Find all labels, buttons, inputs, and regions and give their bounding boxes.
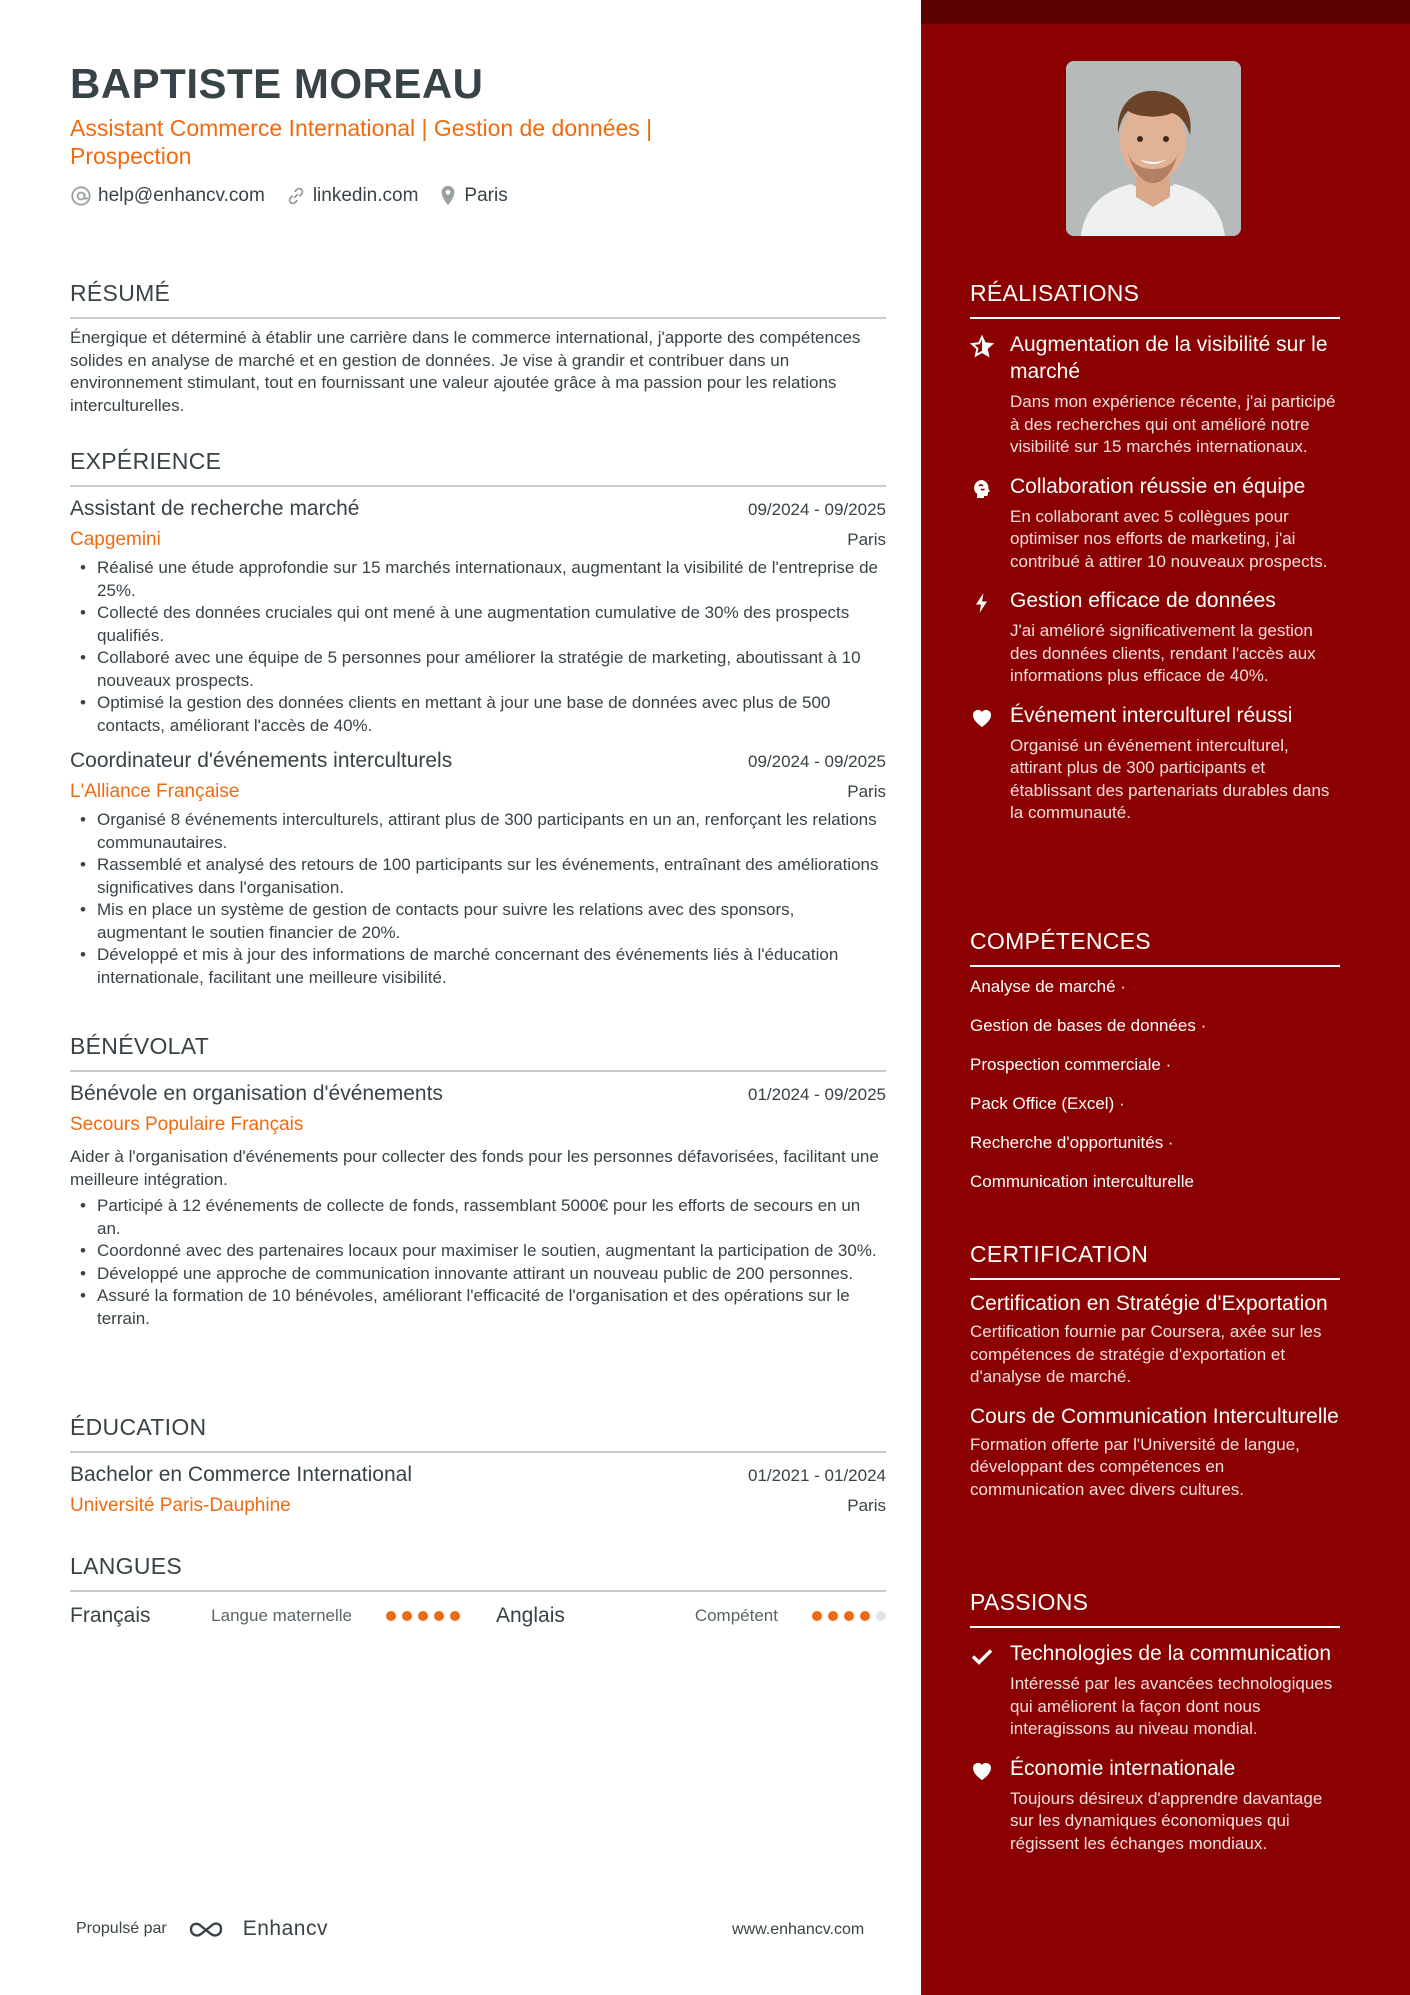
certification-text: Certification fournie par Coursera, axée sur les compétences de stratégie d'exportation et d'analyse de marché. (970, 1322, 1322, 1386)
volunteer-role: Bénévole en organisation d'événements (70, 1082, 443, 1105)
language-name: Anglais (496, 1604, 565, 1627)
achievement-text: J'ai amélioré significativement la gestion des données clients, rendant l'accès aux informations plus efficace de 40%. (1010, 621, 1316, 685)
passion-text: Intéressé par les avancées technologiques qui améliorent la façon dont nous interagissons au niveau mondial. (1010, 1674, 1333, 1738)
bullet-item: • Optimisé la gestion des données clients en mettant à jour une base de données avec plus de 500 contacts, améliorant l'accès de 40%. (70, 692, 886, 737)
passion-title: Technologies de la communication (1010, 1642, 1332, 1665)
education-section (70, 1414, 886, 1517)
bullet-item: • Mis en place un système de gestion de contacts pour suivre les relations avec des sponsors, augmentant le soutien financier de 20%. (70, 899, 886, 944)
bullet-item: • Assuré la formation de 10 bénévoles, améliorant l'efficacité de l'organisation et des opérations sur le terrain. (70, 1285, 886, 1330)
bullet-item: • Développé et mis à jour des informations de marché concernant des événements liés à l'éducation internationale, facilitant une meilleure visibilité. (70, 944, 886, 989)
passion-item (970, 1755, 1340, 1856)
contact-list (70, 185, 528, 207)
job-bullets (70, 809, 886, 989)
skill-item: Communication interculturelle (970, 1172, 1194, 1191)
bullet-item: • Collaboré avec une équipe de 5 personnes pour améliorer la stratégie de marketing, aboutissant à 10 nouveaux prospects. (70, 647, 886, 692)
brand-name: Enhancv (242, 1917, 328, 1940)
achievement-title: Collaboration réussie en équipe (1010, 474, 1306, 498)
rating-dot-filled (844, 1611, 854, 1621)
achievement-item (970, 331, 1340, 459)
languages-title: LANGUES (70, 1553, 886, 1592)
language-item (70, 1604, 460, 1628)
summary-section (70, 280, 886, 417)
bullet-item: • Collecté des données cruciales qui ont mené à une augmentation cumulative de 30% des prospects qualifiés. (70, 602, 886, 647)
achievement-text: Dans mon expérience récente, j'ai participé à des recherches qui ont amélioré notre visibilité sur 15 marchés internationaux. (1010, 392, 1336, 456)
achievement-text: En collaborant avec 5 collègues pour optimiser nos efforts de marketing, j'ai contribué à attirer 10 nouveaux prospects. (1010, 506, 1328, 571)
summary-title: RÉSUMÉ (70, 280, 886, 319)
certification-section (970, 1241, 1340, 1501)
powered-by-label: Propulsé par (76, 1920, 167, 1937)
language-level: Langue maternelle (211, 1606, 352, 1625)
volunteer-org: Secours Populaire Français (70, 1114, 304, 1135)
achievement-title: Augmentation de la visibilité sur le marché (1010, 333, 1328, 383)
contact-email-text: help@enhancv.com (98, 185, 265, 206)
passion-title: Économie internationale (1010, 1756, 1236, 1780)
contact-email[interactable] (70, 185, 265, 207)
volunteer-title: BÉNÉVOLAT (70, 1033, 886, 1072)
certification-item (970, 1290, 1340, 1389)
summary-text: Énergique et déterminé à établir une carrière dans le commerce international, j'apporte des compétences solides en analyse de marché et en gestion de données. Je vise à grandir et contribuer dans un environnement stimulant, tout en fournissant une valeur ajoutée grâce à ma passion pour les relations interculturelles. (70, 328, 861, 415)
location-pin-icon (438, 185, 458, 207)
contact-linkedin[interactable] (285, 185, 419, 207)
languages-row (70, 1604, 886, 1628)
candidate-name: BAPTISTE MOREAU (70, 60, 484, 107)
skill-item: Recherche d'opportunités · (970, 1133, 1174, 1152)
education-date: 01/2021 - 01/2024 (747, 1466, 886, 1485)
volunteer-section (70, 1033, 886, 1330)
contact-location (438, 185, 507, 207)
language-name: Français (70, 1604, 151, 1627)
achievement-item (970, 587, 1340, 688)
profile-photo (1066, 61, 1241, 236)
job-bullets (70, 557, 886, 737)
achievement-title: Événement interculturel réussi (1010, 703, 1293, 727)
achievements-title: RÉALISATIONS (970, 280, 1340, 319)
experience-entry (70, 497, 886, 737)
degree-title: Bachelor en Commerce International (70, 1463, 413, 1486)
footer-url[interactable]: www.enhancv.com (732, 1921, 865, 1938)
school-name: Université Paris-Dauphine (70, 1495, 291, 1516)
footer-branding (76, 1917, 328, 1941)
rating-dot-filled (418, 1611, 428, 1621)
rating-dot-filled (828, 1611, 838, 1621)
language-level: Compétent (694, 1606, 778, 1625)
contact-location-text: Paris (464, 185, 508, 206)
passions-title: PASSIONS (970, 1589, 1340, 1628)
volunteer-date: 01/2024 - 09/2025 (747, 1085, 886, 1104)
brain-icon (970, 477, 994, 501)
certification-name: Certification en Stratégie d'Exportation (970, 1292, 1328, 1315)
link-icon (285, 185, 307, 207)
bullet-item: • Rassemblé et analysé des retours de 100 participants sur les événements, entraînant des améliorations significatives dans l'organisation. (70, 854, 886, 899)
rating-dot-filled (434, 1611, 444, 1621)
bullet-item: • Réalisé une étude approfondie sur 15 marchés internationaux, augmentant la visibilité de l'entreprise de 25%. (70, 557, 886, 602)
star-icon (970, 335, 994, 359)
language-rating (806, 1611, 886, 1621)
job-title: Coordinateur d'événements interculturels (70, 749, 453, 772)
certification-title: CERTIFICATION (970, 1241, 1340, 1280)
skill-item: Gestion de bases de données · (970, 1016, 1207, 1035)
rating-dot-empty (876, 1611, 886, 1621)
job-location: Paris (847, 782, 886, 801)
education-title: ÉDUCATION (70, 1414, 886, 1453)
passions-section (970, 1589, 1340, 1855)
enhancv-logo-icon (187, 1917, 235, 1941)
skill-item: Prospection commerciale · (970, 1055, 1172, 1074)
at-icon (70, 185, 92, 207)
volunteer-description: Aider à l'organisation d'événements pour collecter des fonds pour les personnes défavorisées, facilitant une meilleure intégration. (70, 1147, 879, 1189)
heart-icon (970, 1759, 994, 1783)
experience-title: EXPÉRIENCE (70, 448, 886, 487)
heart-icon (970, 706, 994, 730)
sidebar-top-band (921, 0, 1410, 24)
rating-dot-filled (386, 1611, 396, 1621)
company-name: L'Alliance Française (70, 781, 240, 802)
achievement-item (970, 702, 1340, 825)
certification-name: Cours de Communication Interculturelle (970, 1404, 1339, 1428)
achievements-section (970, 280, 1340, 825)
achievement-item (970, 473, 1340, 574)
rating-dot-filled (450, 1611, 460, 1621)
certification-text: Formation offerte par l'Université de langue, développant des compétences en communication avec divers cultures. (970, 1434, 1300, 1499)
language-rating (380, 1611, 460, 1621)
achievement-title: Gestion efficace de données (1010, 589, 1276, 612)
achievement-text: Organisé un événement interculturel, attirant plus de 300 participants et établissant des partenariats durables dans la communauté. (1010, 735, 1330, 822)
job-location: Paris (847, 530, 886, 549)
skill-item: Analyse de marché · (970, 977, 1126, 996)
avatar (1066, 61, 1241, 236)
languages-section (70, 1553, 886, 1628)
volunteer-bullets (70, 1195, 886, 1330)
experience-entry (70, 749, 886, 989)
bullet-item: • Développé une approche de communication innovante attirant un nouveau public de 200 personnes. (70, 1263, 886, 1286)
certification-item (970, 1403, 1340, 1502)
experience-section (70, 448, 886, 989)
passion-text: Toujours désireux d'apprendre davantage sur les dynamiques économiques qui régissent les échanges mondiaux. (1010, 1788, 1323, 1853)
skill-item: Pack Office (Excel) · (970, 1094, 1125, 1113)
rating-dot-filled (812, 1611, 822, 1621)
rating-dot-filled (860, 1611, 870, 1621)
passion-item (970, 1640, 1340, 1741)
language-item (496, 1604, 886, 1628)
skills-title: COMPÉTENCES (970, 928, 1340, 967)
skills-section (970, 928, 1340, 1196)
candidate-headline: Assistant Commerce International | Gestion de données | Prospection (70, 115, 653, 169)
bolt-icon (970, 591, 994, 615)
bullet-item: • Participé à 12 événements de collecte de fonds, rassemblant 5000€ pour les efforts de secours en un an. (70, 1195, 886, 1240)
company-name: Capgemini (70, 529, 161, 550)
check-icon (970, 1644, 994, 1668)
bullet-item: • Coordonné avec des partenaires locaux pour maximiser le soutien, augmentant la participation de 30%. (70, 1240, 886, 1263)
rating-dot-filled (402, 1611, 412, 1621)
job-date: 09/2024 - 09/2025 (747, 752, 886, 771)
contact-linkedin-text: linkedin.com (312, 185, 419, 206)
school-location: Paris (847, 1496, 886, 1515)
bullet-item: • Organisé 8 événements interculturels, attirant plus de 300 participants en un an, renforçant les relations communautaires. (70, 809, 886, 854)
job-title: Assistant de recherche marché (70, 497, 360, 520)
job-date: 09/2024 - 09/2025 (747, 500, 886, 519)
